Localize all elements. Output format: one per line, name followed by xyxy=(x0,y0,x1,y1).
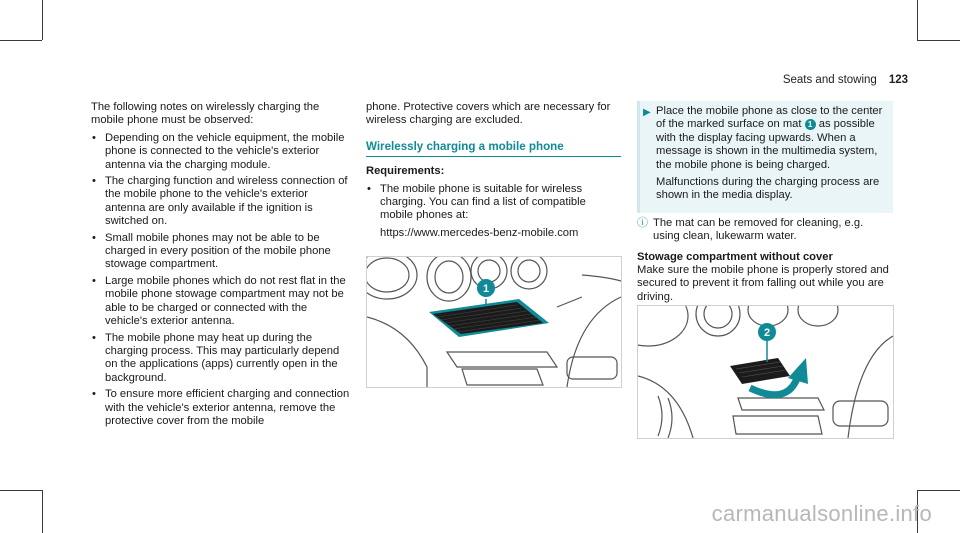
continuation-text: phone. Protective covers which are necessary for wireless charging are excluded. xyxy=(366,101,611,127)
list-item: • The charging function and wireless connection of the mobile phone to the vehicle's exterior antenna are only available if the ignition is switched on. xyxy=(91,175,351,229)
list-item: • The mobile phone may heat up during the charging process. This may particularly depend on the applications (apps) currently open in the background. xyxy=(91,332,351,386)
list-item xyxy=(366,183,621,241)
stowage-illustration xyxy=(638,306,893,438)
crop-mark xyxy=(917,490,960,491)
body-text: Make sure the mobile phone is properly stored and secured to prevent it from falling out while you are driving. xyxy=(637,264,889,303)
page-header xyxy=(783,74,908,86)
url-text: https://www.mercedes-benz-mobile.com xyxy=(380,226,579,239)
step-text xyxy=(656,105,885,172)
list-item: • Depending on the vehicle equipment, the mobile phone is connected to the vehicle's exterior antenna via the charging module. xyxy=(91,132,351,172)
step-text-before: Place the mobile phone as close to the center of the marked surface on mat xyxy=(656,105,883,131)
list-item: • Small mobile phones may not be able to be charged in every position of the mobile phone stowage compartment. xyxy=(91,232,351,272)
crop-mark xyxy=(0,490,42,491)
section-name: Seats and stowing xyxy=(782,74,877,86)
figure-marker-label: 2 xyxy=(763,327,771,339)
figure-marker-label: 1 xyxy=(482,283,490,295)
crop-mark xyxy=(0,40,42,41)
figure-stowage-compartment xyxy=(637,305,894,439)
console-illustration xyxy=(367,257,621,387)
section-title: Wirelessly charging a mobile phone xyxy=(366,140,621,157)
crop-mark xyxy=(917,40,960,41)
list-item: • Large mobile phones which do not rest flat in the mobile phone stowage compartment may not be able to be charged or connected with the vehicle's exterior antenna. xyxy=(91,275,351,329)
crop-mark xyxy=(42,0,43,40)
info-note xyxy=(637,217,893,244)
info-icon: ⓘ xyxy=(637,216,648,229)
watermark: carmanualsonline.info xyxy=(711,501,932,526)
step-arrow-icon: ▶ xyxy=(643,107,651,118)
marker-1-icon: 1 xyxy=(805,119,816,130)
column-2 xyxy=(366,101,621,243)
step-text-after: as possible with the display facing upwards. When a message is shown in the multimedia system, the mobile phone is being charged. xyxy=(656,118,878,171)
page-number: 123 xyxy=(888,74,908,86)
notes-list xyxy=(91,132,351,429)
requirement-text: The mobile phone is suitable for wireless charging. You can find a list of compatible mobile phones at: xyxy=(380,182,586,222)
column-3 xyxy=(637,101,893,308)
requirements-list xyxy=(366,183,621,241)
subheading: Stowage compartment without cover xyxy=(637,250,833,263)
figure-wireless-charging-mat xyxy=(366,256,622,388)
crop-mark xyxy=(917,0,918,40)
requirements-label: Requirements: xyxy=(366,165,445,178)
column-1 xyxy=(91,101,351,431)
instruction-step xyxy=(637,101,893,213)
list-item: • To ensure more efficient charging and connection with the vehicle's exterior antenna, remove the protective cover from the mobile xyxy=(91,388,351,428)
note-text: The mat can be removed for cleaning, e.g. using clean, lukewarm water. xyxy=(653,216,864,243)
step-malfunction-text: Malfunctions during the charging process are shown in the media display. xyxy=(656,176,880,202)
intro-text: The following notes on wirelessly charging the mobile phone must be observed: xyxy=(91,101,320,127)
crop-mark xyxy=(42,490,43,533)
